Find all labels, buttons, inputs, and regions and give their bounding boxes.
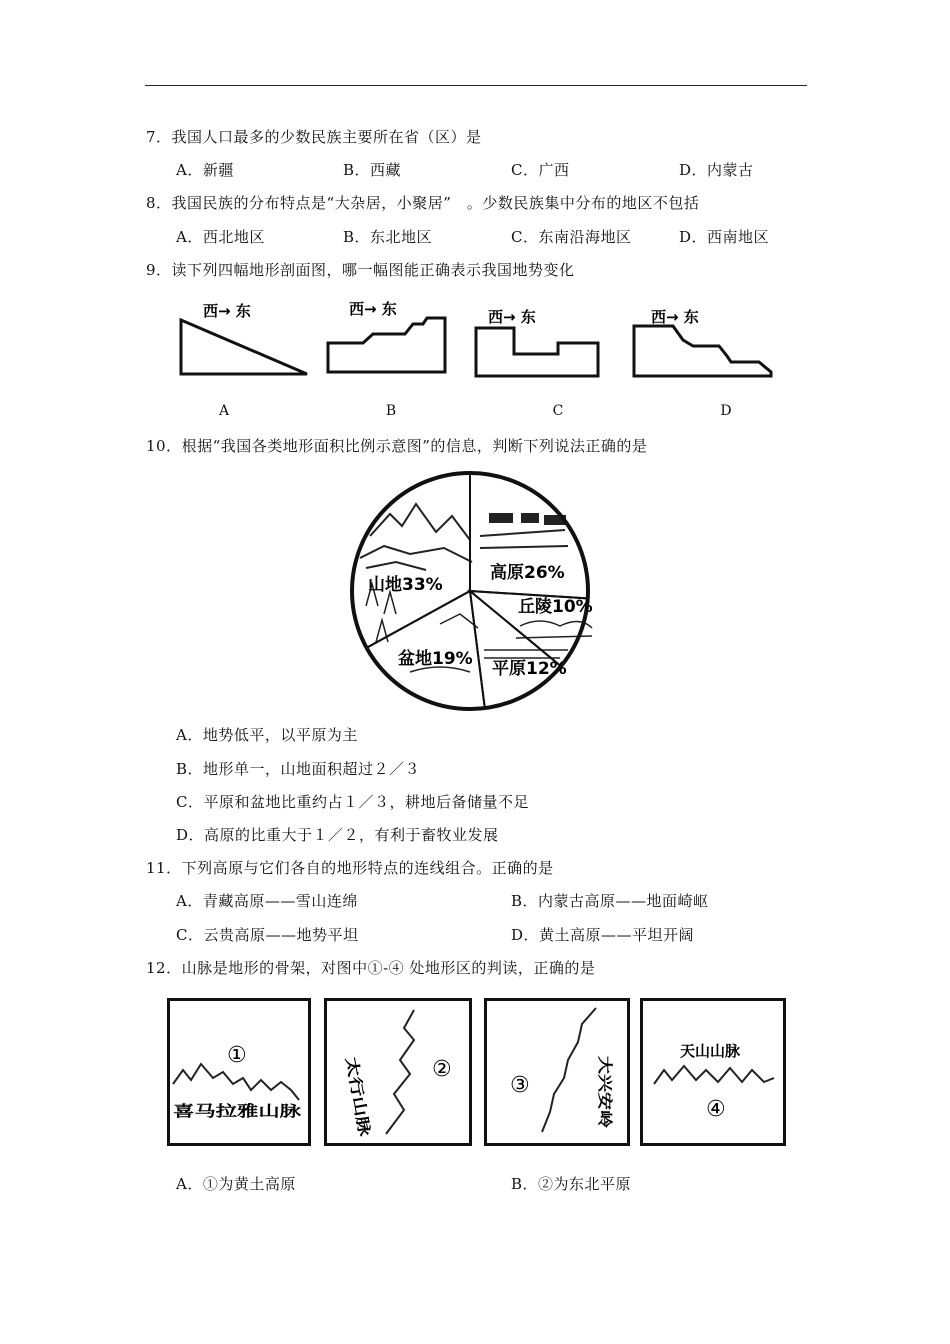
panel-2-number: ② <box>432 1057 452 1082</box>
profile-d-direction: 西→ 东 <box>651 308 699 326</box>
plateau-scenery <box>480 514 568 548</box>
profile-b-figure <box>325 298 455 378</box>
profile-c-outline <box>476 328 598 376</box>
panel-2-label: 太行山脉 <box>342 1055 371 1118</box>
q10-option-b[interactable]: B．地形单一，山地面积超过２／３ <box>176 760 421 778</box>
profile-c-caption: C <box>552 403 564 419</box>
panel-3-mountains <box>542 1008 596 1132</box>
q11-option-d[interactable]: D．黄土高原——平坦开阔 <box>511 926 695 944</box>
q8-option-d[interactable]: D．西南地区 <box>679 228 770 246</box>
q8-stem: 8．我国民族的分布特点是“大杂居，小聚居” 。少数民族集中分布的地区不包括 <box>146 194 700 212</box>
profile-b-direction: 西→ 东 <box>349 300 397 318</box>
panel-1-label: 喜马拉雅山脉 <box>173 1102 303 1120</box>
profile-b-caption: B <box>385 403 397 419</box>
q7-option-d[interactable]: D．内蒙古 <box>679 161 754 179</box>
mountain-panel-1 <box>167 998 311 1146</box>
q8-option-b[interactable]: B．东北地区 <box>343 228 433 246</box>
profile-d-outline <box>634 326 771 376</box>
panel-4-number: ④ <box>706 1097 726 1122</box>
profile-b-outline <box>328 318 445 372</box>
profile-a-figure <box>175 298 315 380</box>
q10-option-c[interactable]: C．平原和盆地比重约占１／３，耕地后备储量不足 <box>176 793 529 811</box>
q7-option-a[interactable]: A．新疆 <box>176 161 234 179</box>
q7-option-b[interactable]: B．西藏 <box>343 161 402 179</box>
slice-label-mountain: 山地33% <box>368 575 443 595</box>
q11-option-c[interactable]: C．云贵高原——地势平坦 <box>176 926 359 944</box>
terrain-pie-chart <box>340 466 600 716</box>
mountain-panel-3 <box>484 998 630 1146</box>
pie-labels <box>368 562 593 679</box>
q10-stem: 10．根据“我国各类地形面积比例示意图”的信息，判断下列说法正确的是 <box>146 437 648 455</box>
q9-stem: 9．读下列四幅地形剖面图，哪一幅图能正确表示我国地势变化 <box>146 261 575 279</box>
q8-option-a[interactable]: A．西北地区 <box>176 228 265 246</box>
q7-option-c[interactable]: C．广西 <box>511 161 570 179</box>
q12-option-b[interactable]: B．②为东北平原 <box>511 1175 632 1193</box>
profile-a-caption: A <box>218 403 230 419</box>
q11-stem: 11．下列高原与它们各自的地形特点的连线组合。正确的是 <box>146 859 554 877</box>
slice-label-hill: 丘陵10% <box>518 597 593 617</box>
panel-4-label: 天山山脉 <box>680 1042 741 1060</box>
header-rule <box>145 85 807 86</box>
q12-stem: 12．山脉是地形的骨架，对图中①-④ 处地形区的判读，正确的是 <box>146 959 596 977</box>
panel-1-number: ① <box>227 1043 247 1068</box>
plain-scenery <box>484 650 568 658</box>
mountain-scenery <box>360 504 472 570</box>
profile-a-outline <box>181 320 307 374</box>
mountain-panel-4 <box>640 998 786 1146</box>
q10-option-a[interactable]: A．地势低平，以平原为主 <box>176 726 358 744</box>
profile-d-caption: D <box>720 403 732 419</box>
slice-label-basin: 盆地19% <box>398 649 473 669</box>
profile-c-direction: 西→ 东 <box>488 308 536 326</box>
panel-3-label: 大兴安岭 <box>596 1056 614 1117</box>
profile-c-figure <box>472 304 604 380</box>
pie-slice-mountain <box>352 473 470 648</box>
profile-a-direction: 西→ 东 <box>203 302 251 320</box>
q7-stem: 7．我国人口最多的少数民族主要所在省（区）是 <box>146 128 482 146</box>
q10-option-d[interactable]: D．高原的比重大于１／２，有利于畜牧业发展 <box>176 826 499 844</box>
panel-4-mountains <box>654 1066 774 1084</box>
slice-label-plain: 平原12% <box>492 659 567 679</box>
mountain-panel-2 <box>324 998 472 1146</box>
profile-d-figure <box>631 304 777 380</box>
panel-2-mountains <box>386 1010 414 1134</box>
q11-option-a[interactable]: A．青藏高原——雪山连绵 <box>176 892 358 910</box>
slice-label-plateau: 高原26% <box>490 563 565 583</box>
q8-option-c[interactable]: C．东南沿海地区 <box>511 228 632 246</box>
q11-option-b[interactable]: B．内蒙古高原——地面崎岖 <box>511 892 709 910</box>
panel-3-number: ③ <box>510 1073 530 1098</box>
panel-1-mountains <box>173 1064 299 1100</box>
q12-option-a[interactable]: A．①为黄土高原 <box>176 1175 296 1193</box>
